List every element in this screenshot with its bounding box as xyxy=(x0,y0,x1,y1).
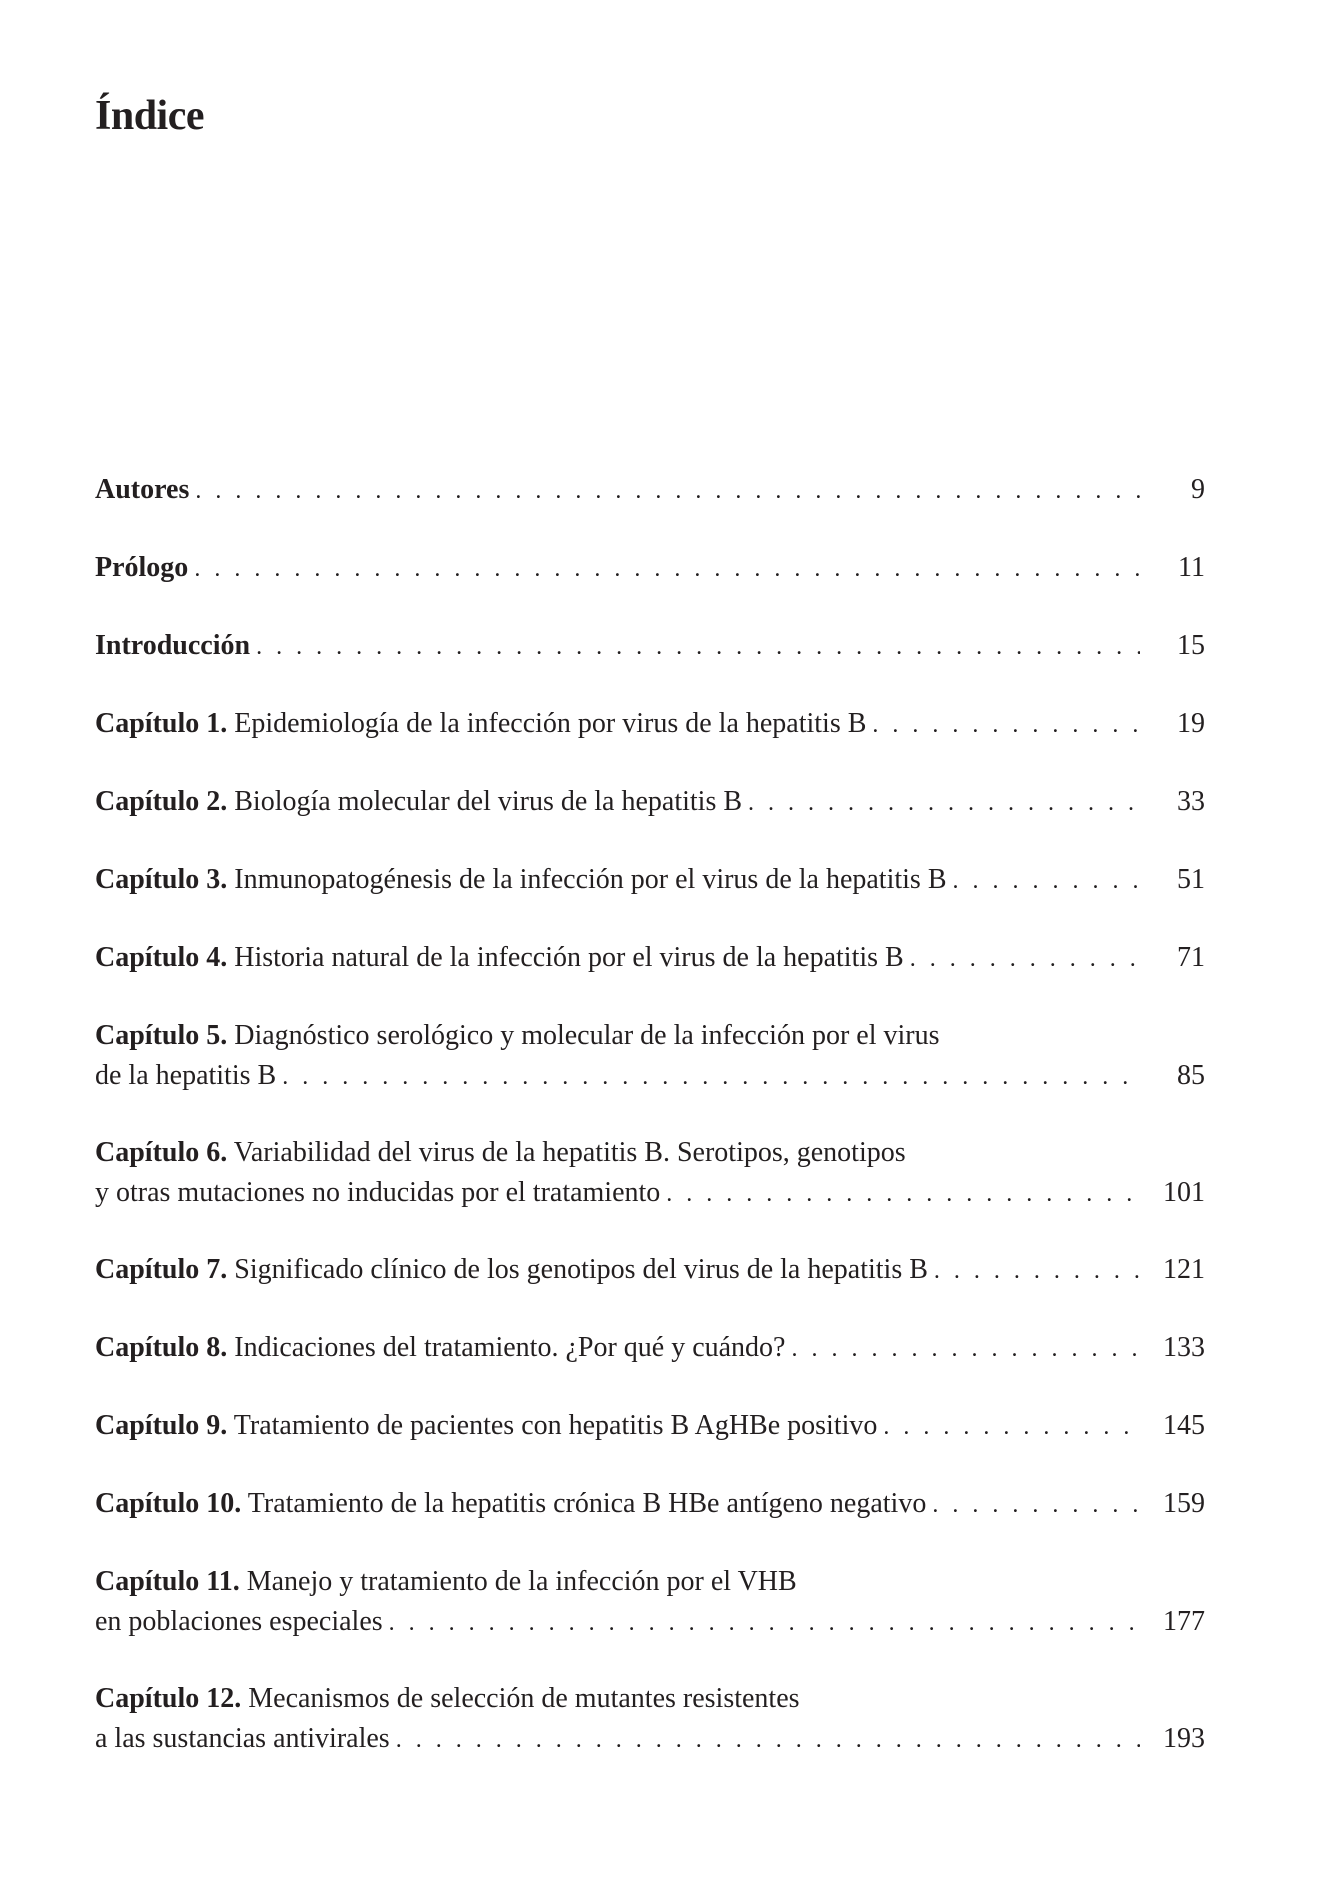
entry-label: Introducción xyxy=(95,630,251,661)
dot-leader xyxy=(748,783,1140,823)
dot-leader xyxy=(934,1251,1140,1291)
chapter-label: Capítulo 12. xyxy=(95,1683,242,1714)
chapter-label: Capítulo 8. xyxy=(95,1332,228,1363)
toc-entry-capitulo-1[interactable] xyxy=(95,704,1205,745)
toc-entry-capitulo-8[interactable] xyxy=(95,1328,1205,1369)
chapter-title: Biología molecular del virus de la hepatitis B xyxy=(234,786,743,817)
chapter-title: Tratamiento de la hepatitis crónica B HBe antígeno negativo xyxy=(247,1488,927,1519)
dot-leader xyxy=(396,1720,1140,1760)
toc-entry-capitulo-7[interactable] xyxy=(95,1250,1205,1291)
page-number: 51 xyxy=(1177,864,1205,895)
dot-leader xyxy=(953,861,1141,901)
toc-entry-autores[interactable] xyxy=(95,470,1205,511)
chapter-label: Capítulo 6. xyxy=(95,1137,228,1168)
page-title: Índice xyxy=(95,93,205,139)
chapter-title: Variabilidad del virus de la hepatitis B. Serotipos, genotipos xyxy=(233,1137,906,1168)
chapter-title: Inmunopatogénesis de la infección por el virus de la hepatitis B xyxy=(234,864,947,895)
chapter-title: Historia natural de la infección por el virus de la hepatitis B xyxy=(234,942,904,973)
chapter-title-continued: de la hepatitis B xyxy=(95,1060,277,1091)
chapter-label: Capítulo 5. xyxy=(95,1020,228,1051)
chapter-title: Indicaciones del tratamiento. ¿Por qué y cuándo? xyxy=(234,1332,786,1363)
toc-entry-capitulo-10[interactable] xyxy=(95,1484,1205,1525)
chapter-label: Capítulo 9. xyxy=(95,1410,228,1441)
chapter-label: Capítulo 2. xyxy=(95,786,228,817)
toc-entry-capitulo-11[interactable] xyxy=(95,1562,1205,1643)
chapter-label: Capítulo 11. xyxy=(95,1566,240,1597)
entry-label: Autores xyxy=(95,474,190,505)
chapter-label: Capítulo 10. xyxy=(95,1488,242,1519)
dot-leader xyxy=(389,1603,1140,1643)
dot-leader xyxy=(195,471,1140,511)
page-number: 133 xyxy=(1163,1332,1205,1363)
page-number: 85 xyxy=(1177,1060,1205,1091)
page-number: 159 xyxy=(1163,1488,1205,1519)
entry-label: Prólogo xyxy=(95,552,189,583)
page-number: 11 xyxy=(1178,552,1205,583)
page-number: 33 xyxy=(1177,786,1205,817)
chapter-label: Capítulo 4. xyxy=(95,942,228,973)
page-number: 101 xyxy=(1163,1177,1205,1208)
toc-entry-capitulo-12[interactable] xyxy=(95,1679,1205,1760)
dot-leader xyxy=(792,1329,1141,1369)
dot-leader xyxy=(910,939,1140,979)
dot-leader xyxy=(883,1407,1140,1447)
chapter-title: Diagnóstico serológico y molecular de la infección por el virus xyxy=(234,1020,940,1051)
chapter-title: Mecanismos de selección de mutantes resistentes xyxy=(248,1683,800,1714)
page-number: 193 xyxy=(1163,1723,1205,1754)
chapter-title-continued: y otras mutaciones no inducidas por el tratamiento xyxy=(95,1177,661,1208)
page-number: 177 xyxy=(1163,1606,1205,1637)
toc-entry-prologo[interactable] xyxy=(95,548,1205,589)
chapter-title-continued: en poblaciones especiales xyxy=(95,1606,383,1637)
toc-entry-capitulo-3[interactable] xyxy=(95,860,1205,901)
toc-entry-capitulo-9[interactable] xyxy=(95,1406,1205,1447)
dot-leader xyxy=(872,705,1140,745)
dot-leader xyxy=(194,549,1140,589)
page-number: 19 xyxy=(1177,708,1205,739)
chapter-title: Tratamiento de pacientes con hepatitis B AgHBe positivo xyxy=(233,1410,878,1441)
page-number: 15 xyxy=(1177,630,1205,661)
toc-entry-introduccion[interactable] xyxy=(95,626,1205,667)
chapter-title: Significado clínico de los genotipos del virus de la hepatitis B xyxy=(234,1254,928,1285)
toc-entry-capitulo-2[interactable] xyxy=(95,782,1205,823)
dot-leader xyxy=(932,1485,1140,1525)
chapter-label: Capítulo 3. xyxy=(95,864,228,895)
page-number: 145 xyxy=(1163,1410,1205,1441)
toc-entry-capitulo-4[interactable] xyxy=(95,938,1205,979)
chapter-label: Capítulo 1. xyxy=(95,708,228,739)
toc-entry-capitulo-6[interactable] xyxy=(95,1133,1205,1214)
dot-leader xyxy=(256,627,1140,667)
page-number: 9 xyxy=(1191,474,1205,505)
chapter-title: Manejo y tratamiento de la infección por el VHB xyxy=(246,1566,797,1597)
dot-leader xyxy=(282,1057,1140,1097)
chapter-title-continued: a las sustancias antivirales xyxy=(95,1723,390,1754)
chapter-label: Capítulo 7. xyxy=(95,1254,228,1285)
dot-leader xyxy=(666,1174,1140,1214)
toc-entry-capitulo-5[interactable] xyxy=(95,1016,1205,1097)
page-number: 121 xyxy=(1163,1254,1205,1285)
page-number: 71 xyxy=(1177,942,1205,973)
chapter-title: Epidemiología de la infección por virus de la hepatitis B xyxy=(234,708,867,739)
